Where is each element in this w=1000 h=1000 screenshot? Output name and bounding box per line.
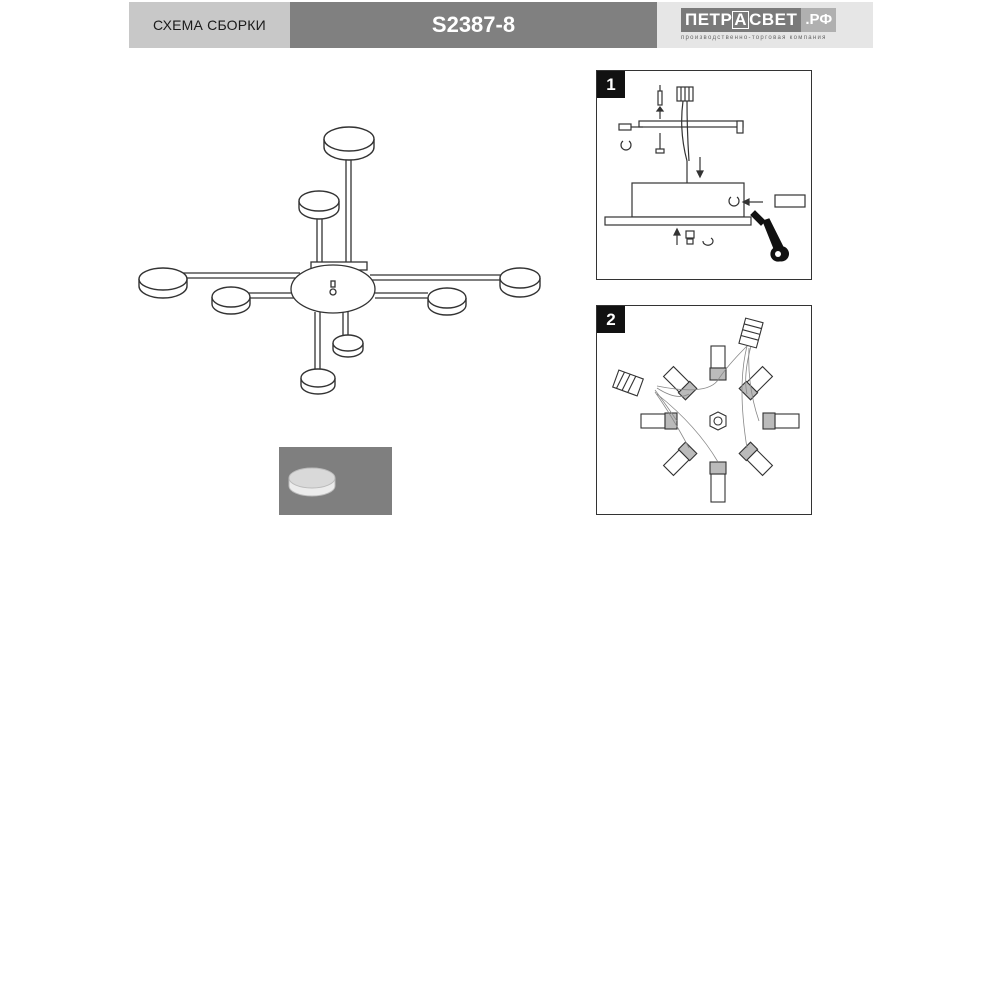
socket-bottom-right — [739, 442, 773, 476]
socket-top-right — [739, 366, 773, 400]
lamp-head-top — [324, 127, 374, 160]
terminal-block-top-icon — [739, 318, 763, 348]
socket-top-left — [663, 366, 697, 400]
canopy-body — [632, 183, 744, 217]
screw-icon — [619, 124, 631, 130]
wires — [655, 346, 759, 462]
step-2-wiring-diagram — [597, 306, 811, 514]
lamp-head-far-left — [139, 268, 187, 298]
lamp-head-mid-left — [212, 287, 250, 314]
screw-cap-icon — [775, 195, 805, 207]
model-number: S2387-8 — [431, 12, 516, 37]
socket-left — [641, 413, 677, 429]
step-2-number: 2 — [597, 306, 625, 333]
logo-tld: .РФ — [801, 8, 836, 32]
logo-wordmark: ПЕТР А СВЕТ — [681, 8, 801, 32]
lamp-head-upper — [299, 191, 339, 219]
canopy-bolt-head — [331, 281, 335, 287]
mounting-bar — [639, 121, 743, 127]
lamp-head-lower-small — [333, 335, 363, 357]
ceiling-plate — [605, 217, 751, 225]
wall-anchor-icon — [658, 91, 662, 105]
lamp-head-bottom — [301, 369, 335, 394]
step-1-mounting-diagram — [597, 71, 811, 279]
lamp-head-mid-right — [428, 288, 466, 315]
logo-tagline: производственно-торговая компания — [681, 35, 827, 41]
wrench-icon — [751, 211, 788, 261]
step-1-panel — [596, 70, 812, 280]
lamp-head-far-right — [500, 268, 540, 297]
socket-right — [763, 413, 799, 429]
finish-swatch — [279, 447, 392, 515]
socket-bottom — [710, 462, 726, 502]
socket-top — [710, 346, 726, 380]
assembly-scheme-label: СХЕМА СБОРКИ — [153, 17, 266, 33]
terminal-block-left-icon — [613, 370, 644, 396]
bulb-icon — [686, 231, 694, 238]
socket-bottom-left — [663, 442, 697, 476]
lamp-shade-sample-icon — [279, 447, 392, 515]
canopy-bolt — [330, 289, 336, 295]
rotate-base-icon — [703, 238, 713, 245]
step-1-number: 1 — [597, 71, 625, 98]
rotate-icon — [621, 141, 631, 150]
step-2-panel — [596, 305, 812, 515]
